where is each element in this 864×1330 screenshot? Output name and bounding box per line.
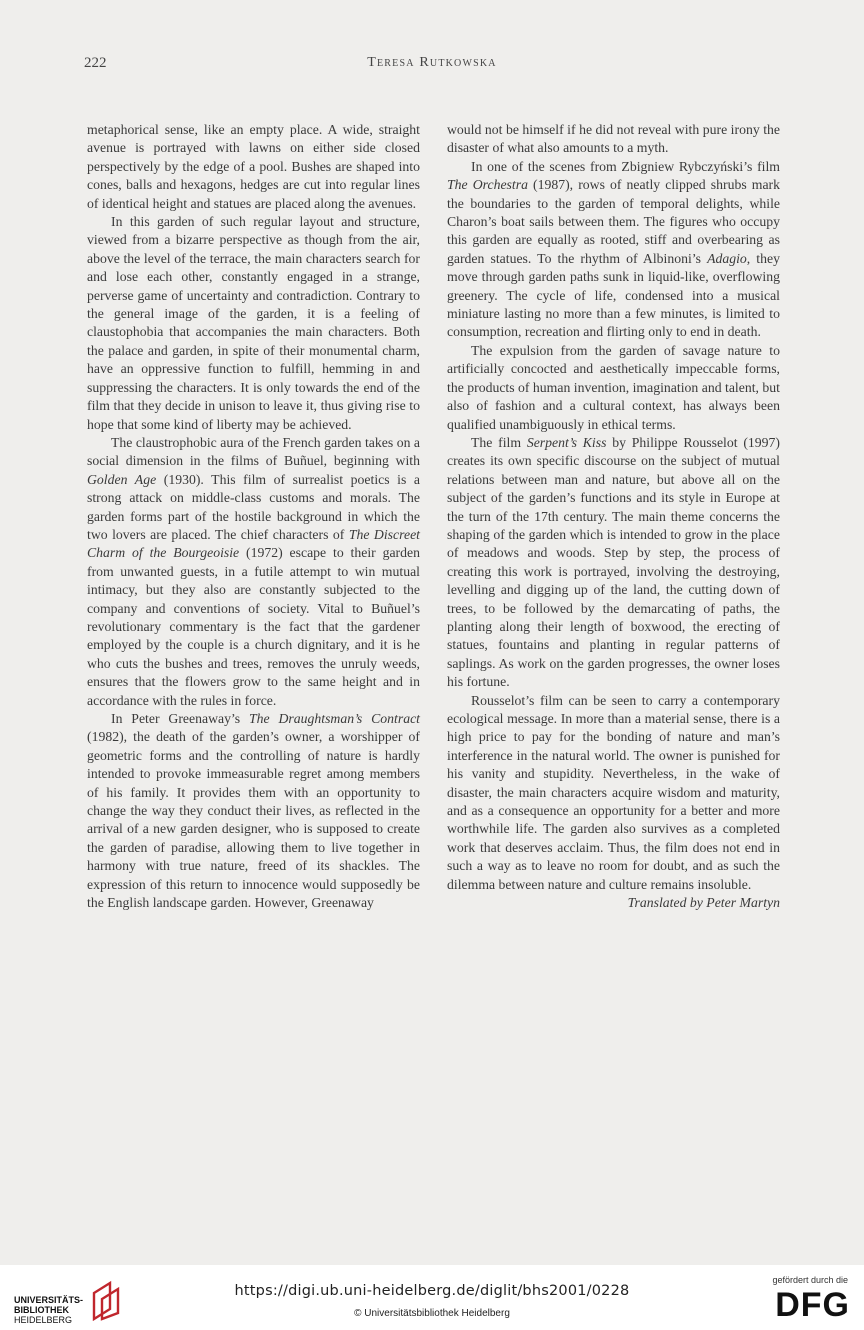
paragraph: metaphorical sense, like an empty place. A wide, straight avenue is portrayed with lawns on either side closed perspectively by the edge of a pool. Bushes are shaped into cones, balls and hexagons, hedges are cut into regular lines of identical height and statues are placed along the avenues. [87, 122, 420, 211]
paragraph: In one of the scenes from Zbigniew Rybczyński’s film The Orchestra (1987), rows of neatly clipped shrubs mark the boundaries to the garden of temporal delights, while Charon’s boat sails between them. The figures who occupy this garden are equally as rooted, stiff and overbearing as garden statues. To the rhythm of Albinoni’s Adagio, they move through garden paths sunk in liquid-like, overflowing greenery. The cycle of life, condensed into a musical miniature lasting no more than a few minutes, is limited to consumption, recreation and flirting only to end in death. [447, 158, 780, 340]
paragraph: In Peter Greenaway’s The Draughtsman’s Contract (1982), the death of the garden’s owner, a worshipper of geometric forms and the controlling of nature is hardly intended to provoke immeasurable regret among members of his family. It provides them with an opportunity to change the way they conduct their lives, as reflected in the arrival of a new garden designer, who is supposed to create the garden of paradise, allowing them to live together in harmony with true nature, freed of its shackles. The expression of this return to innocence would supposedly be the English landscape garden. However, Greenaway [87, 711, 420, 911]
permalink-url[interactable]: https://digi.ub.uni-heidelberg.de/diglit/bhs2001/0228 [234, 1283, 630, 1299]
viewer-footer [0, 1265, 864, 1330]
translator-credit: Translated by Peter Martyn [627, 895, 780, 911]
paragraph: The film Serpent’s Kiss by Philippe Rousselot (1997) creates its own specific discourse on the subject of mutual relations between man and nature, but above all on the subject of the garden’s functions and its style in Europe at the turn of the 17th century. The main theme concerns the shaping of the garden which is intended to grow in the place of meadows and woods. Step by step, the process of creating this work is portrayed, involving the destroying, levelling and digging up of the land, the cutting down of trees, to be followed by the demarcating of paths, the planting along their length of boxwood, the erecting of statues, fountains and planting in regular patterns of saplings. As work on the garden progresses, the owner loses his fortune. [447, 434, 780, 690]
paragraph: The expulsion from the garden of savage nature to artificially concocted and aesthetically impeccable forms, the products of human invention, imagination and talent, but also of fashion and a cultural context, has always been qualified unambiguously in ethical terms. [447, 342, 780, 432]
logo-line-3: HEIDELBERG [14, 1315, 73, 1325]
paragraph: In this garden of such regular layout and structure, viewed from a bizarre perspective as though from the air, above the level of the terrace, the main characters search for and lose each other, constantly engaged in a strange, perverse game of uncertainty and contradiction. Contrary to the general image of the garden, it is a feeling of claustophobia that accompanies the main characters. Both the palace and garden, in spite of their monumental charm, have an oppressive function to fulfill, hemming in and suppressing the characters. It is only towards the end of the film that they decide in unison to leave it, thus giving rise to hope that some kind of liberty may be achieved. [87, 214, 420, 432]
paragraph: Rousselot’s film can be seen to carry a contemporary ecological message. In more than a material sense, there is a high price to pay for the bonding of nature and man’s interference in the natural world. The owner is punished for his vanity and stupidity. Nevertheless, in the wake of disaster, the main characters acquire wisdom and maturity, and as a consequence an opportunity for a better and more worthwhile life. The garden also survives as a completed work that deserves acclaim. Thus, the film does not end in such a way as to leave no room for doubt, and as such the dilemma between nature and culture remains insoluble. [447, 692, 780, 892]
logo-line-2: BIBLIOTHEK [14, 1305, 69, 1315]
paragraph: would not be himself if he did not reveal with pure irony the disaster of what also amounts to a myth. [447, 122, 780, 156]
left-text-column [87, 121, 420, 912]
paragraph: The claustrophobic aura of the French garden takes on a social dimension in the films of Buñuel, beginning with Golden Age (1930). This film of surrealist poetics is a strong attack on middle-class customs and morals. The garden forms part of the hostile background in which the two lovers are placed. The chief characters of The Discreet Charm of the Bourgeoisie (1972) escape to their garden from unwanted guests, in a futile attempt to win mutual intimacy, but they also are constantly subjected to the company and conventions of society. Vital to Buñuel’s revolutionary commentary is the fact that the gardener employed by the couple is a church dignitary, and it is he who cuts the bushes and trees, removes the unruly weeds, ensures that the flowers grow to the same height and in accordance with the rules in force. [87, 434, 420, 708]
logo-line-1: UNIVERSITÄTS- [14, 1295, 84, 1305]
right-text-column [447, 121, 780, 912]
running-head: Teresa Rutkowska [367, 55, 497, 70]
dfg-logo[interactable]: DFG [775, 1286, 850, 1324]
page-header [0, 55, 864, 75]
page-number: 222 [84, 55, 107, 71]
copyright-notice: © Universitätsbibliothek Heidelberg [354, 1308, 510, 1319]
dfg-caption: gefördert durch die [772, 1275, 848, 1285]
